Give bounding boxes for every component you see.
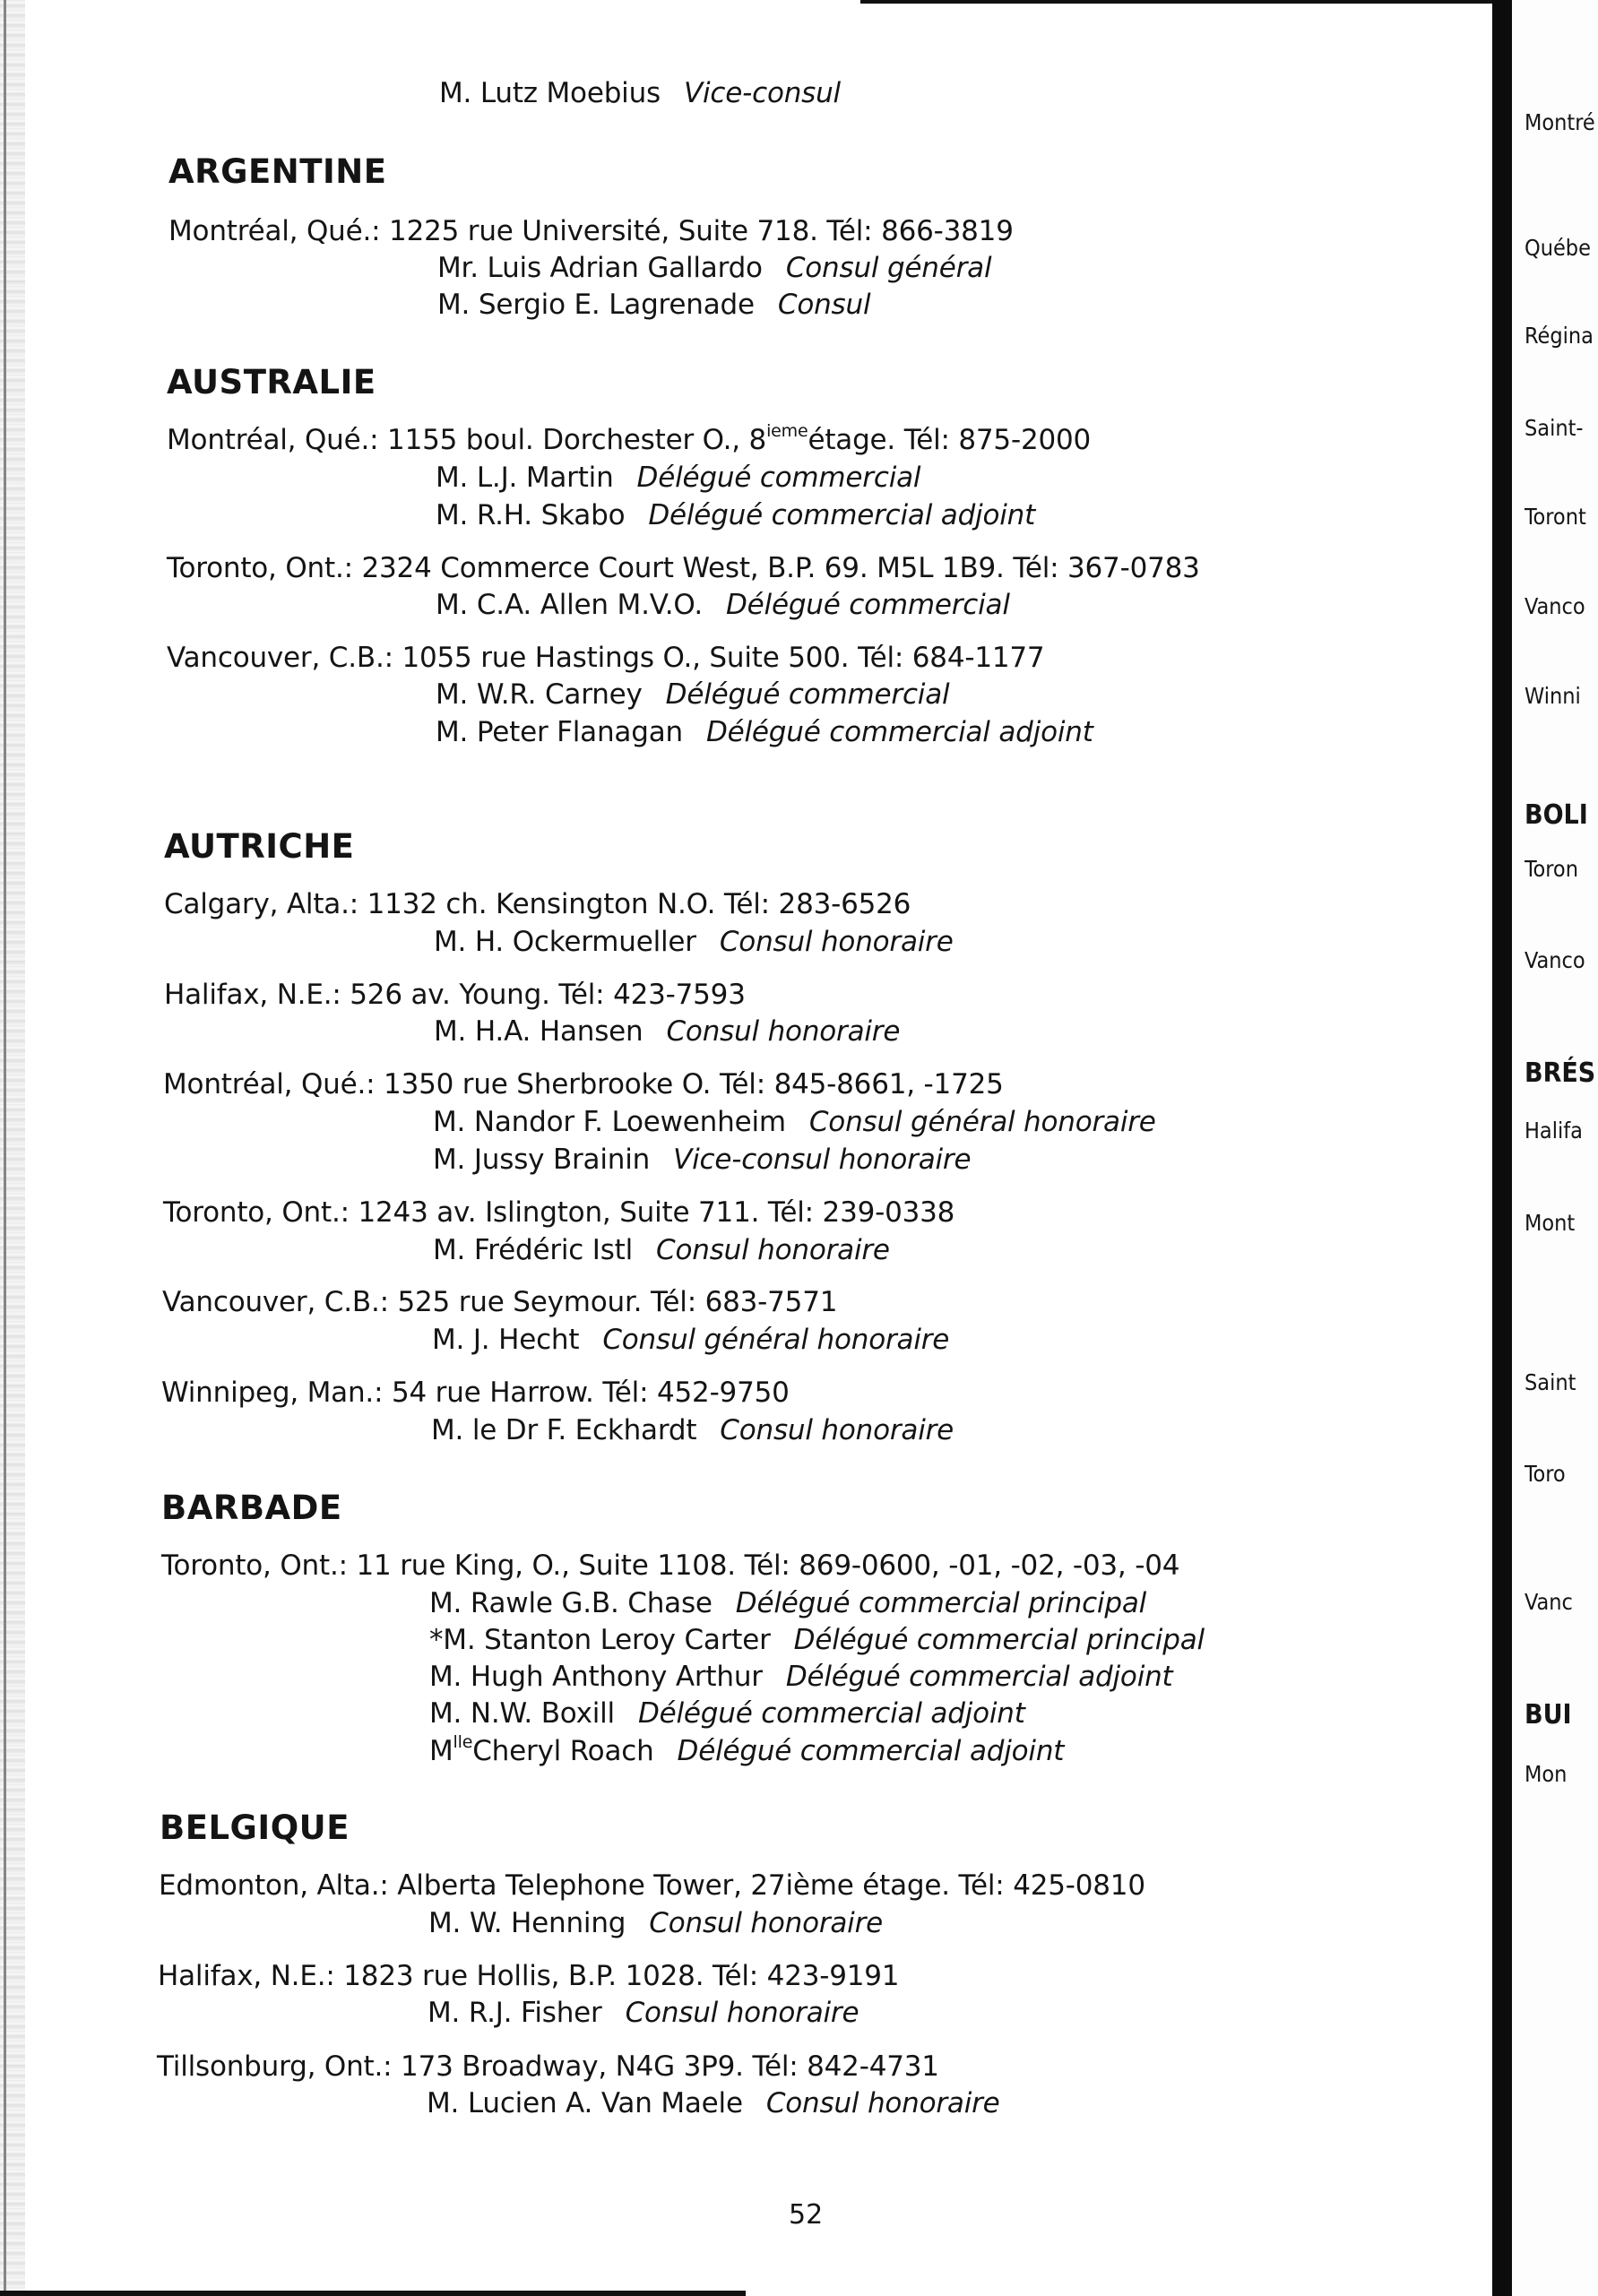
person-name: M bbox=[429, 1735, 453, 1767]
address-line: Montréal, Qué.: 1225 rue Université, Suite 718. Tél: 866-3819 bbox=[168, 215, 1014, 247]
address-line bbox=[167, 421, 1092, 456]
fragment-heading: BOLI bbox=[1525, 799, 1588, 831]
person-name: M. Hugh Anthony Arthur bbox=[429, 1661, 763, 1693]
person-role: Consul honoraire bbox=[656, 1234, 890, 1266]
person-role: Consul honoraire bbox=[625, 1997, 859, 2029]
address-line: Edmonton, Alta.: Alberta Telephone Tower, 27ième étage. Tél: 425-0810 bbox=[159, 1869, 1145, 1902]
fragment-word: Saint bbox=[1525, 1369, 1576, 1395]
person-role: Consul bbox=[777, 289, 871, 321]
person-entry bbox=[436, 462, 920, 494]
person-name: M. Nandor F. Loewenheim bbox=[433, 1106, 786, 1138]
fragment-word: Saint- bbox=[1525, 415, 1584, 441]
fragment-word: Winni bbox=[1525, 683, 1581, 709]
person-entry bbox=[428, 1997, 859, 2029]
fragment-word: Toron bbox=[1525, 856, 1578, 882]
person-entry bbox=[429, 1697, 1025, 1730]
person-entry bbox=[433, 1234, 890, 1266]
person-name: *M. Stanton Leroy Carter bbox=[429, 1624, 771, 1656]
person-role: Consul général honoraire bbox=[808, 1106, 1156, 1138]
person-role: Consul général bbox=[785, 252, 992, 284]
person-name: M. Sergio E. Lagrenade bbox=[437, 289, 755, 321]
person-role: Délégué commercial bbox=[726, 589, 1010, 621]
address-line: Winnipeg, Man.: 54 rue Harrow. Tél: 452-9750 bbox=[161, 1377, 790, 1409]
person-name: M. Rawle G.B. Chase bbox=[429, 1587, 713, 1619]
person-entry bbox=[437, 289, 870, 321]
person-entry bbox=[436, 678, 949, 711]
person-name: M. W.R. Carney bbox=[436, 678, 643, 711]
adjacent-page-fragment bbox=[1512, 0, 1598, 2296]
person-name: M. Jussy Brainin bbox=[433, 1144, 651, 1176]
person-entry bbox=[429, 1624, 1205, 1656]
page-number: 52 bbox=[789, 2199, 824, 2231]
person-role: Délégué commercial adjoint bbox=[637, 1697, 1025, 1730]
name-superscript: lle bbox=[453, 1732, 473, 1752]
fragment-word: Toro bbox=[1525, 1461, 1566, 1487]
person-name: M. Lucien A. Van Maele bbox=[427, 2087, 743, 2119]
person-name: M. L.J. Martin bbox=[436, 462, 614, 494]
section-heading-australie: AUSTRALIE bbox=[167, 363, 376, 401]
address-text: Montréal, Qué.: 1155 boul. Dorchester O., 8 bbox=[167, 424, 767, 456]
fragment-word: Toront bbox=[1525, 504, 1586, 530]
fragment-heading: BRÉS bbox=[1525, 1057, 1596, 1089]
person-role: Délégué commercial bbox=[665, 678, 950, 711]
person-entry bbox=[434, 926, 954, 958]
address-line: Tillsonburg, Ont.: 173 Broadway, N4G 3P9. Tél: 842-4731 bbox=[157, 2050, 939, 2083]
person-name: M. R.H. Skabo bbox=[436, 499, 626, 531]
fragment-word: Mon bbox=[1525, 1761, 1568, 1787]
person-role: Vice-consul bbox=[683, 77, 841, 109]
address-line: Calgary, Alta.: 1132 ch. Kensington N.O. Tél: 283-6526 bbox=[164, 888, 911, 920]
intro-entry bbox=[439, 77, 841, 109]
person-role: Délégué commercial adjoint bbox=[648, 499, 1036, 531]
fragment-word: Québe bbox=[1525, 235, 1591, 261]
section-heading-argentine: ARGENTINE bbox=[168, 152, 387, 191]
person-entry bbox=[433, 1144, 971, 1176]
person-name: M. C.A. Allen M.V.O. bbox=[436, 589, 703, 621]
person-name: M. W. Henning bbox=[428, 1907, 626, 1939]
person-entry bbox=[429, 1732, 1065, 1767]
person-name: M. H. Ockermueller bbox=[434, 926, 696, 958]
person-role: Consul général honoraire bbox=[602, 1324, 950, 1356]
person-entry bbox=[432, 1324, 949, 1356]
person-name: M. N.W. Boxill bbox=[429, 1697, 615, 1730]
person-entry bbox=[436, 499, 1035, 531]
address-line: Toronto, Ont.: 11 rue King, O., Suite 1108. Tél: 869-0600, -01, -02, -03, -04 bbox=[161, 1549, 1180, 1582]
fragment-word: Vanco bbox=[1525, 593, 1585, 619]
book-gutter bbox=[1492, 0, 1512, 2296]
person-entry bbox=[436, 589, 1010, 621]
person-entry bbox=[429, 1661, 1173, 1693]
person-entry bbox=[436, 716, 1093, 748]
fragment-heading: BUI bbox=[1525, 1699, 1572, 1731]
person-name: M. H.A. Hansen bbox=[434, 1015, 644, 1048]
person-entry bbox=[434, 1015, 900, 1048]
person-entry bbox=[428, 1907, 883, 1939]
section-heading-belgique: BELGIQUE bbox=[160, 1808, 350, 1847]
address-text: étage. Tél: 875-2000 bbox=[808, 424, 1092, 456]
section-heading-barbade: BARBADE bbox=[161, 1489, 342, 1527]
fragment-word: Mont bbox=[1525, 1210, 1576, 1236]
person-role: Consul honoraire bbox=[720, 1414, 954, 1446]
address-line: Halifax, N.E.: 1823 rue Hollis, B.P. 1028. Tél: 423-9191 bbox=[158, 1960, 900, 1992]
fragment-word: Halifa bbox=[1525, 1118, 1583, 1144]
person-name: Cheryl Roach bbox=[472, 1735, 654, 1767]
person-role: Consul honoraire bbox=[649, 1907, 884, 1939]
person-role: Délégué commercial principal bbox=[793, 1624, 1205, 1656]
person-role: Consul honoraire bbox=[719, 926, 954, 958]
address-line: Toronto, Ont.: 1243 av. Islington, Suite 711. Tél: 239-0338 bbox=[163, 1196, 955, 1229]
person-name: M. Peter Flanagan bbox=[436, 716, 683, 748]
fragment-word: Régina bbox=[1525, 323, 1594, 349]
person-role: Vice-consul honoraire bbox=[673, 1144, 972, 1176]
address-line: Montréal, Qué.: 1350 rue Sherbrooke O. Tél: 845-8661, -1725 bbox=[163, 1068, 1004, 1101]
person-entry bbox=[429, 1587, 1146, 1619]
address-line: Toronto, Ont.: 2324 Commerce Court West, B.P. 69. M5L 1B9. Tél: 367-0783 bbox=[167, 552, 1200, 584]
person-name: M. Frédéric Istl bbox=[433, 1234, 634, 1266]
person-name: M. R.J. Fisher bbox=[428, 1997, 602, 2029]
person-entry bbox=[427, 2087, 1000, 2119]
person-role: Délégué commercial adjoint bbox=[677, 1735, 1065, 1767]
person-role: Consul honoraire bbox=[666, 1015, 901, 1048]
person-entry bbox=[433, 1106, 1156, 1138]
person-name: M. Lutz Moebius bbox=[439, 77, 661, 109]
fragment-word: Montré bbox=[1525, 109, 1595, 135]
section-heading-autriche: AUTRICHE bbox=[164, 827, 355, 866]
person-role: Délégué commercial adjoint bbox=[705, 716, 1093, 748]
person-name: M. le Dr F. Eckhardt bbox=[431, 1414, 697, 1446]
person-role: Délégué commercial principal bbox=[735, 1587, 1147, 1619]
person-role: Délégué commercial bbox=[636, 462, 921, 494]
person-entry bbox=[431, 1414, 954, 1446]
address-line: Vancouver, C.B.: 525 rue Seymour. Tél: 683-7571 bbox=[162, 1286, 838, 1318]
address-line: Vancouver, C.B.: 1055 rue Hastings O., Suite 500. Tél: 684-1177 bbox=[167, 642, 1045, 674]
address-line: Halifax, N.E.: 526 av. Young. Tél: 423-7593 bbox=[164, 979, 746, 1011]
person-name: Mr. Luis Adrian Gallardo bbox=[437, 252, 763, 284]
fragment-word: Vanc bbox=[1525, 1589, 1573, 1615]
person-role: Consul honoraire bbox=[765, 2087, 1000, 2119]
person-name: M. J. Hecht bbox=[432, 1324, 580, 1356]
address-superscript: ieme bbox=[766, 421, 808, 441]
fragment-word: Vanco bbox=[1525, 947, 1585, 973]
person-role: Délégué commercial adjoint bbox=[785, 1661, 1173, 1693]
person-entry bbox=[437, 252, 991, 284]
